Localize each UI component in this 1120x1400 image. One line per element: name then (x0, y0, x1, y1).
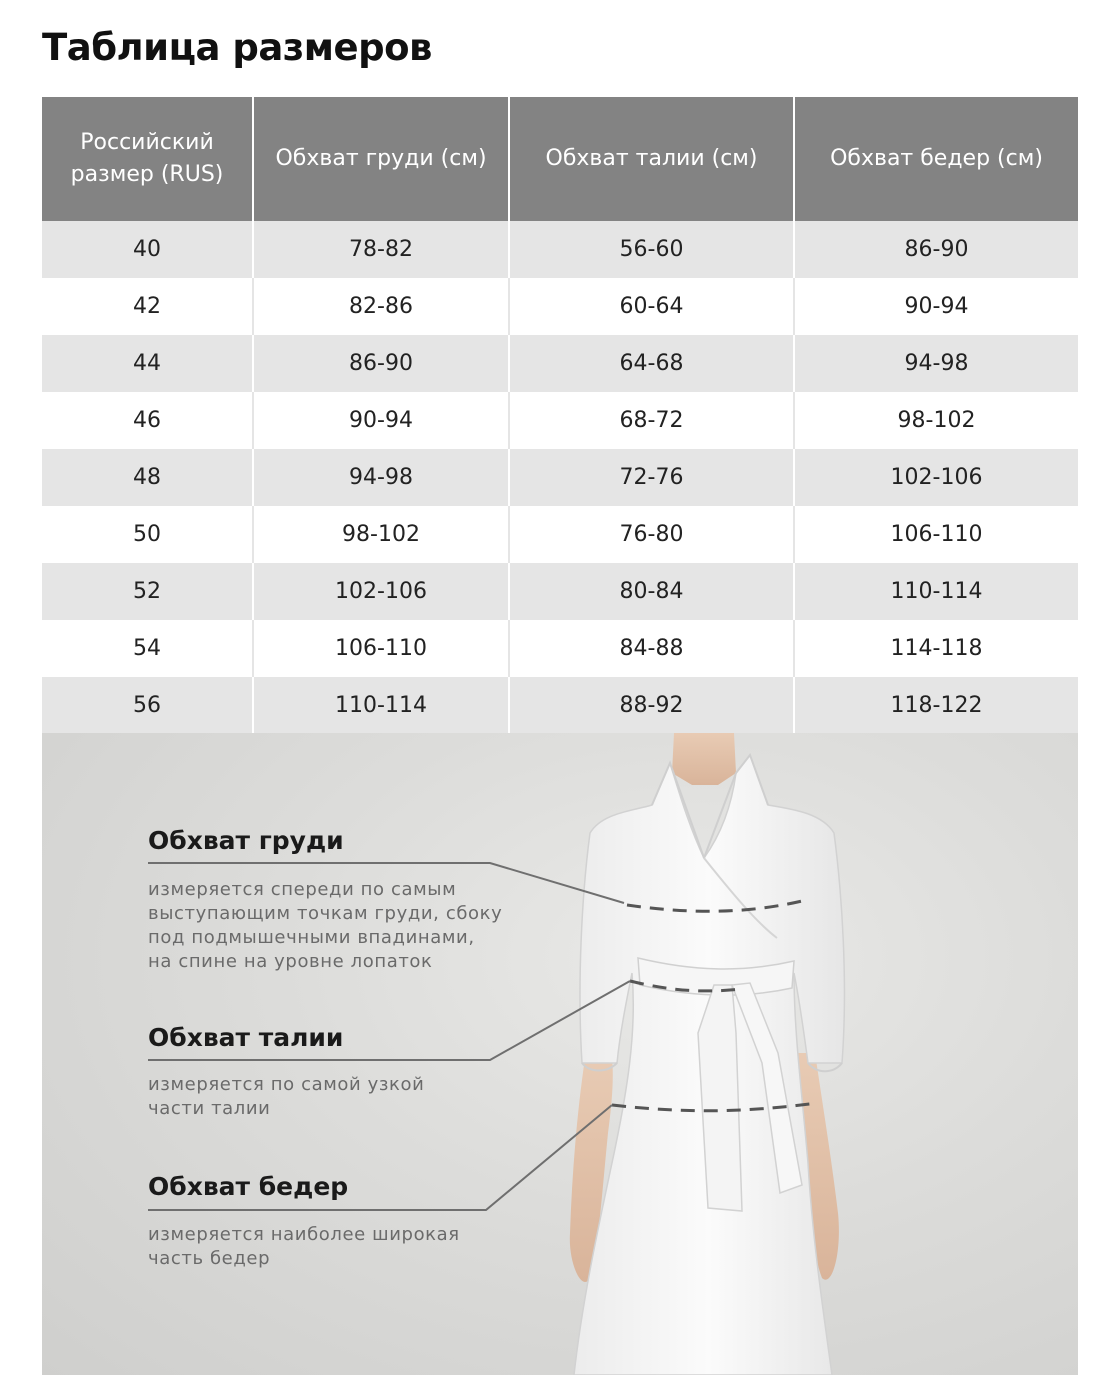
table-row (42, 563, 1078, 620)
waist-title: Обхват талии (148, 1023, 344, 1052)
cell-hips: 86-90 (794, 221, 1078, 278)
cell-size: 42 (42, 278, 253, 335)
cell-size: 56 (42, 677, 253, 734)
cell-waist: 56-60 (509, 221, 794, 278)
table-row (42, 677, 1078, 734)
cell-hips: 94-98 (794, 335, 1078, 392)
header-waist: Обхват талии (см) (509, 97, 794, 221)
chest-title: Обхват груди (148, 826, 344, 855)
cell-chest: 90-94 (253, 392, 509, 449)
chest-description: измеряется спереди по самым выступающим точкам груди, сбоку под подмышечными впадинами, на спине на уровне лопаток (148, 879, 503, 972)
cell-hips: 114-118 (794, 620, 1078, 677)
table-row (42, 506, 1078, 563)
hips-description: измеряется наиболее широкая часть бедер (148, 1224, 460, 1269)
cell-chest: 86-90 (253, 335, 509, 392)
cell-waist: 68-72 (509, 392, 794, 449)
cell-chest: 102-106 (253, 563, 509, 620)
cell-hips: 106-110 (794, 506, 1078, 563)
table-row (42, 335, 1078, 392)
cell-size: 44 (42, 335, 253, 392)
cell-chest: 106-110 (253, 620, 509, 677)
cell-waist: 80-84 (509, 563, 794, 620)
cell-chest: 110-114 (253, 677, 509, 734)
table-row (42, 620, 1078, 677)
cell-size: 40 (42, 221, 253, 278)
table-header-row (42, 97, 1078, 221)
cell-hips: 110-114 (794, 563, 1078, 620)
hips-title: Обхват бедер (148, 1172, 349, 1201)
cell-waist: 76-80 (509, 506, 794, 563)
cell-hips: 118-122 (794, 677, 1078, 734)
size-table (42, 97, 1078, 734)
cell-size: 54 (42, 620, 253, 677)
neck (672, 733, 736, 785)
cell-waist: 60-64 (509, 278, 794, 335)
table-row (42, 392, 1078, 449)
table-row (42, 278, 1078, 335)
cell-hips: 102-106 (794, 449, 1078, 506)
header-rus-size: Российский размер (RUS) (42, 97, 253, 221)
waist-description: измеряется по самой узкой части талии (148, 1074, 425, 1119)
header-hips: Обхват бедер (см) (794, 97, 1078, 221)
cell-size: 46 (42, 392, 253, 449)
cell-waist: 72-76 (509, 449, 794, 506)
cell-hips: 98-102 (794, 392, 1078, 449)
cell-size: 52 (42, 563, 253, 620)
table-row (42, 449, 1078, 506)
measurement-illustration (42, 733, 1078, 1375)
header-chest: Обхват груди (см) (253, 97, 509, 221)
cell-chest: 98-102 (253, 506, 509, 563)
page-title: Таблица размеров (42, 26, 432, 69)
cell-size: 50 (42, 506, 253, 563)
table-row (42, 221, 1078, 278)
cell-hips: 90-94 (794, 278, 1078, 335)
cell-size: 48 (42, 449, 253, 506)
cell-waist: 64-68 (509, 335, 794, 392)
cell-chest: 94-98 (253, 449, 509, 506)
cell-chest: 78-82 (253, 221, 509, 278)
cell-waist: 88-92 (509, 677, 794, 734)
cell-chest: 82-86 (253, 278, 509, 335)
cell-waist: 84-88 (509, 620, 794, 677)
